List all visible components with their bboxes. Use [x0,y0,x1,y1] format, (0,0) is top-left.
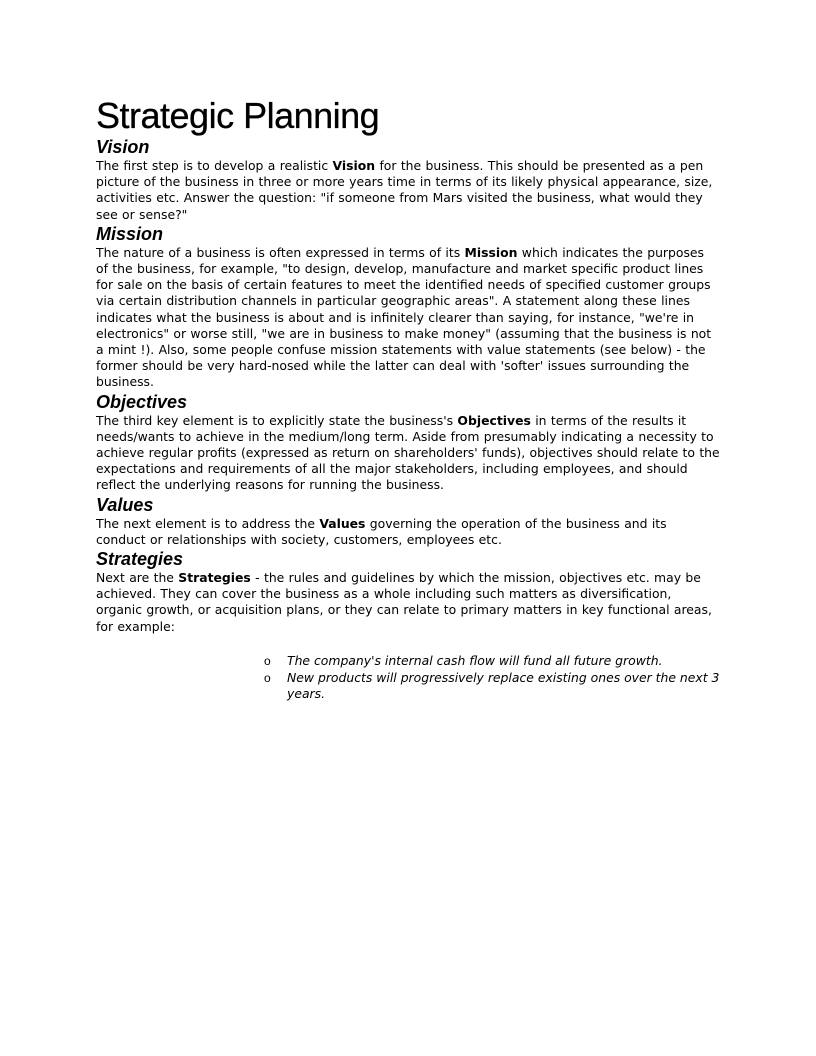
strategies-heading: Strategies [96,549,184,570]
strategies-text-post: - the rules and guidelines by which the mission, objectives etc. may be achieved. They can cover the business as a whole including such matters as diversification, organic growth, or acquisition plans, or they can relate to primary matters in key functional areas, for example: [96,570,712,634]
page-title: Strategic Planning [96,95,380,136]
list-item [264,670,720,702]
values-heading: Values [96,494,154,515]
vision-heading: Vision [96,137,150,157]
bullet-marker: o [264,653,271,668]
objectives-keyword: Objectives [457,412,531,428]
strategies-keyword: Strategies [178,570,251,586]
strategy-examples-list [96,653,720,703]
objectives-text-post: in terms of the results it needs/wants to achieve in the medium/long term. Aside from presumably indicating a necessity to achieve regular profits (expressed as return on shareholders' funds), objectives should relate to the expectations and requirements of all the major stakeholders, including employees, and should reflect the underlying reasons for running the business. [96,412,720,493]
mission-keyword: Mission [464,244,518,260]
document-page [96,96,720,703]
bullet-marker: o [264,671,271,686]
mission-text-post: which indicates the purposes of the business, for example, "to design, develop, manufacture and market specific product lines for sale on the basis of certain features to meet the identified needs of specified customer groups via certain distribution channels in particular geographic areas". A statement along these lines indicates what the business is about and is infinitely clearer than saying, for instance, "we're in electronics" or worse still, "we are in business to make money" (assuming that the business is not a mint !). Also, some people confuse mission statements with value statements (see below) - the former should be very hard-nosed while the latter can deal with 'softer' issues surrounding the business. [96,244,712,390]
vision-keyword: Vision [332,158,376,173]
mission-heading: Mission [96,223,164,244]
mission-text-pre: The nature of a business is often expressed in terms of its [96,244,465,260]
vision-paragraph [96,158,720,223]
vision-text-post: for the business. This should be presented as a pen picture of the business in three or more years time in terms of its likely physical appearance, size, activities etc. Answer the question: "if someone from Mars visited the business, what would they see or sense?" [96,158,713,222]
mission-paragraph [96,245,720,391]
strategies-paragraph [96,570,720,635]
objectives-heading: Objectives [96,391,188,412]
objectives-paragraph [96,413,720,494]
values-paragraph [96,516,720,548]
values-keyword: Values [319,515,366,531]
list-item-text: The company's internal cash flow will fund all future growth. [287,652,663,668]
strategies-text-pre: Next are the [96,570,179,586]
list-item-text: New products will progressively replace existing ones over the next 3 years. [287,670,720,702]
objectives-text-pre: The third key element is to explicitly state the business's [96,412,458,428]
vision-text-pre: The first step is to develop a realistic [96,158,333,173]
values-text-pre: The next element is to address the [96,515,320,531]
values-text-post: governing the operation of the business and its conduct or relationships with society, customers, employees etc. [96,515,667,547]
list-item [264,653,720,669]
